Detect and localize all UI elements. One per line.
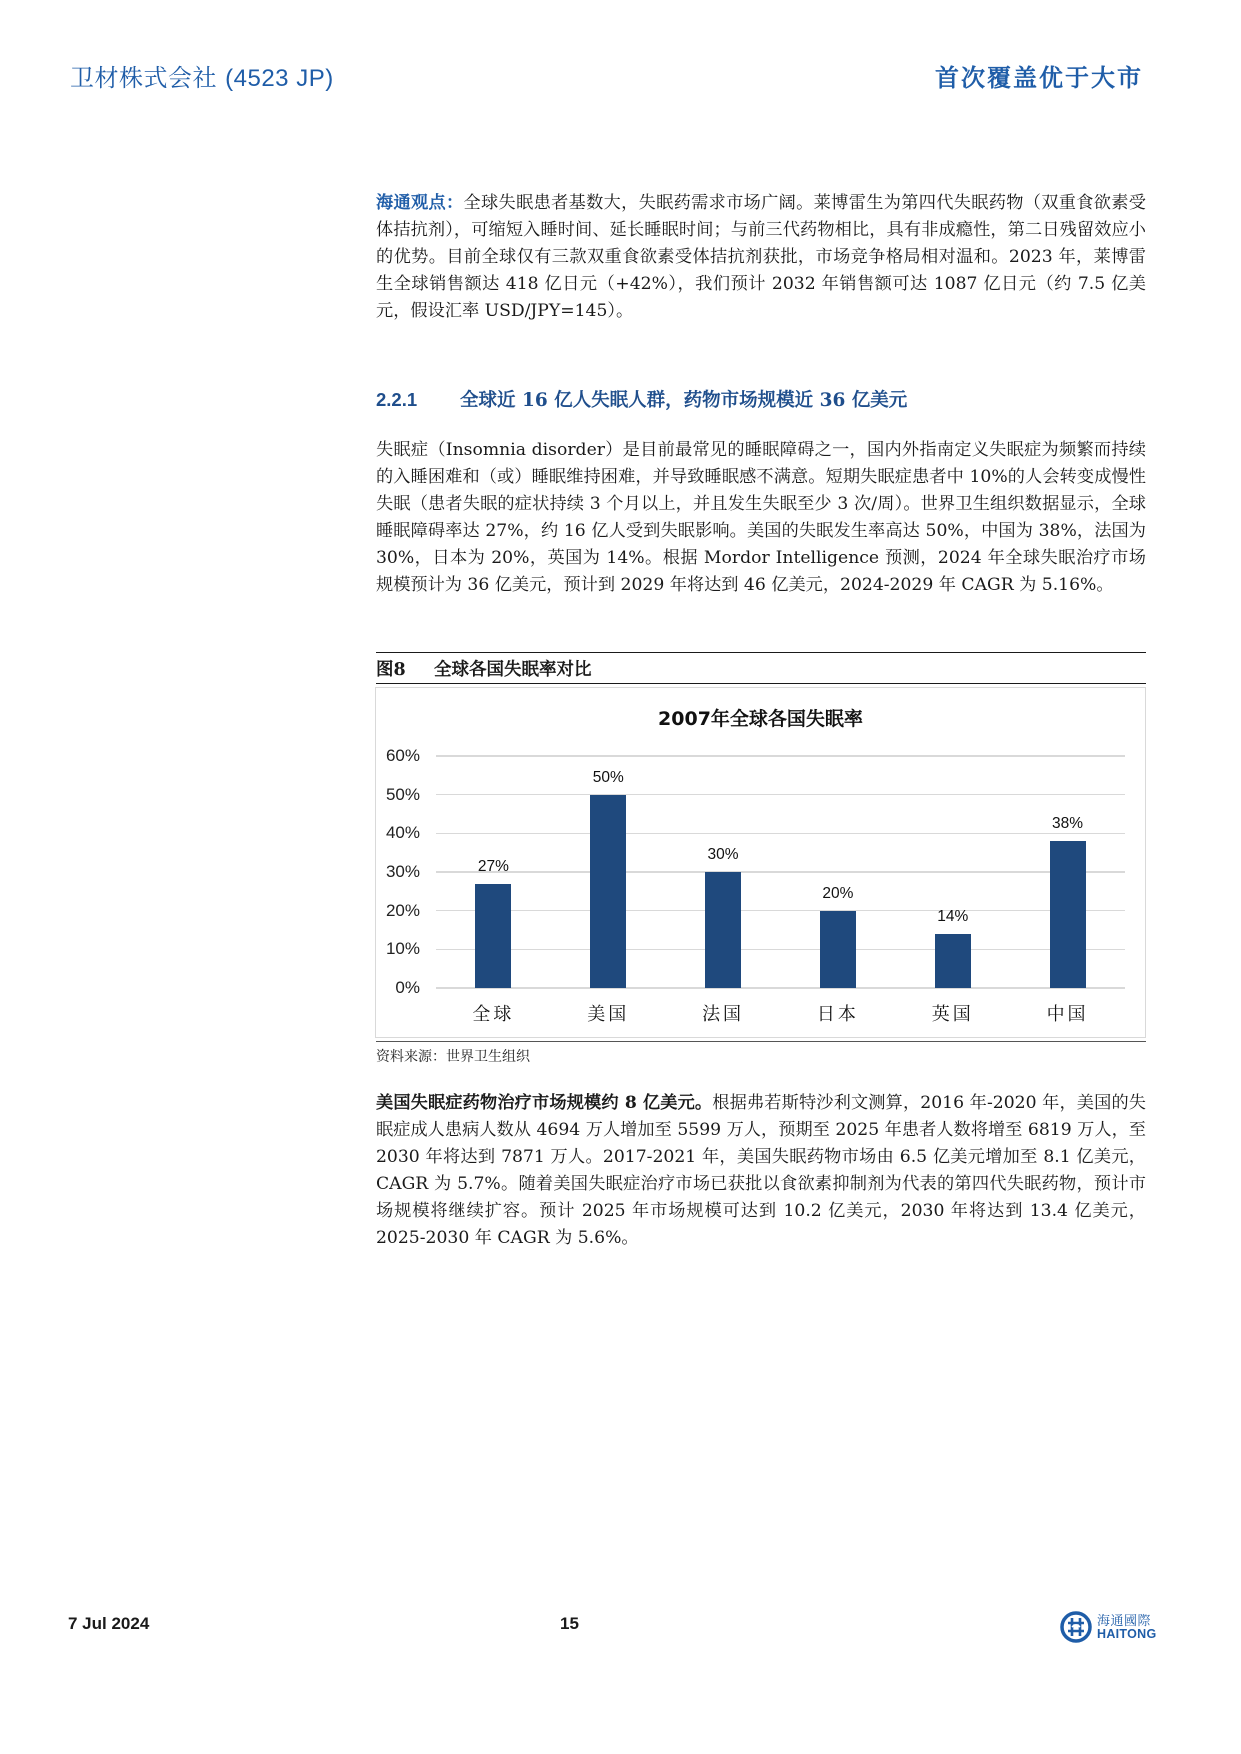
view-text: 全球失眠患者基数大，失眠药需求市场广阔。莱博雷生为第四代失眠药物（双重食欲素受体拮抗剂），可缩短入睡时间、延长睡眠时间；与前三代药物相比，具有非成瘾性，第二日残留效应小的优势。目前全球仅有三款双重食欲素受体拮抗剂获批，市场竞争格局相对温和。2023 年，莱博雷生全球销售额达 418 亿日元（+42%），我们预计 2032 年销售额可达 1087 亿日元（约 7.5 亿美元，假设汇率 USD/JPY=145）。 — [376, 193, 1146, 321]
y-axis-tick: 30% — [385, 862, 420, 881]
paragraph-2 — [376, 1090, 1146, 1252]
figure-source: 资料来源：世界卫生组织 — [376, 1049, 530, 1065]
x-axis-category-label: 美国 — [587, 1004, 630, 1025]
bar-value-label: 27% — [477, 857, 509, 875]
paragraph-2-lead: 美国失眠症药物治疗市场规模约 8 亿美元。 — [376, 1093, 713, 1113]
x-axis-category-label: 日本 — [816, 1004, 859, 1025]
view-block — [376, 190, 1146, 325]
y-axis-tick: 20% — [385, 900, 420, 920]
bar — [705, 872, 741, 988]
bar — [935, 934, 971, 988]
figure-caption-bar — [376, 652, 1146, 684]
bar-group — [1010, 756, 1125, 1025]
x-axis-category-label: 法国 — [702, 1004, 745, 1025]
y-axis-tick: 50% — [385, 784, 420, 804]
y-axis-tick: 60% — [385, 746, 420, 765]
paragraph-insomnia — [376, 437, 1146, 599]
logo-text-en: HAITONG — [1097, 1627, 1157, 1641]
x-axis-category-label: 中国 — [1046, 1004, 1089, 1025]
figure-caption — [376, 656, 592, 681]
source-divider — [376, 1041, 1146, 1042]
header-rating: 首次覆盖优于大市 — [935, 63, 1143, 92]
bar-group — [551, 756, 666, 1025]
bar-value-label: 30% — [707, 846, 739, 863]
bar-group — [895, 756, 1010, 1025]
chart-plot-area — [385, 746, 1125, 1025]
bar-group — [666, 756, 781, 1025]
y-axis-tick: 40% — [385, 823, 420, 843]
bar — [1050, 841, 1086, 988]
view-paragraph — [376, 190, 1146, 325]
bar — [820, 911, 856, 988]
insomnia-rate-chart — [375, 687, 1146, 1038]
bar — [475, 884, 511, 988]
y-axis-tick: 0% — [395, 978, 420, 997]
paragraph-2-text: 根据弗若斯特沙利文测算，2016 年-2020 年，美国的失眠症成人患病人数从 4694 万人增加至 5599 万人，预期至 2025 年患者人数将增至 6819 万人，至 2030 年将达到 7871 万人。2017-2021 年，美国失眠药物市场由 6.5 亿美元增加至 8.1 亿美元，CAGR 为 5.7%。随着美国失眠症治疗市场已获批以食欲素抑制剂为代表的第四代失眠药物，预计市场规模将继续扩容。预计 2025 年市场规模可达到 10.2 亿美元，2030 年将达到 13.4 亿美元，2025-2030 年 CAGR 为 5.6%。 — [376, 1093, 1146, 1248]
y-axis-tick: 10% — [385, 939, 420, 959]
bar-value-label: 50% — [592, 768, 624, 786]
page-number: 15 — [560, 1614, 579, 1633]
paragraph-1: 失眠症（Insomnia disorder）是目前最常见的睡眠障碍之一，国内外指南定义失眠症为频繁而持续的入睡困难和（或）睡眠维持困难，并导致睡眠感不满意。短期失眠症患者中 10%的人会转变成慢性失眠（患者失眠的症状持续 3 个月以上，并且发生失眠至少 3 次/周）。世界卫生组织数据显示，全球睡眠障碍率达 27%，约 16 亿人受到失眠影响。美国的失眠发生率高达 50%，中国为 38%，法国为 30%，日本为 20%，英国为 14%。根据 Mordor Intelligence 预测，2024 年全球失眠治疗市场规模预计为 36 亿美元，预计到 2029 年将达到 46 亿美元，2024-2029 年 CAGR 为 5.16%。 — [376, 440, 1146, 595]
x-axis-category-label: 全球 — [472, 1004, 515, 1025]
bar-group — [436, 756, 551, 1025]
section-number: 2.2.1 — [376, 389, 418, 410]
haitong-logo — [1060, 1610, 1180, 1646]
company-ticker: (4523 JP) — [225, 65, 334, 92]
section-title: 全球近 16 亿人失眠人群，药物市场规模近 36 亿美元 — [460, 390, 908, 411]
view-lead: 海通观点： — [376, 193, 464, 213]
paragraph-us-market — [376, 1090, 1146, 1252]
header-company — [70, 58, 334, 93]
bar — [590, 795, 626, 988]
figure-title: 全球各国失眠率对比 — [434, 660, 592, 680]
bar-value-label: 38% — [1052, 815, 1084, 833]
bar-value-label: 20% — [822, 884, 854, 902]
bar-group — [781, 756, 896, 1025]
logo-text-cn: 海通國際 — [1097, 1614, 1152, 1629]
footer-date: 7 Jul 2024 — [68, 1614, 150, 1633]
haitong-logo-icon — [1060, 1611, 1092, 1643]
bar-value-label: 14% — [937, 907, 969, 925]
company-name: 卫材株式会社 — [70, 64, 217, 92]
x-axis-category-label: 英国 — [931, 1004, 974, 1025]
section-heading — [376, 386, 907, 412]
chart-title: 2007年全球各国失眠率 — [658, 708, 863, 730]
figure-number: 图8 — [376, 660, 406, 680]
